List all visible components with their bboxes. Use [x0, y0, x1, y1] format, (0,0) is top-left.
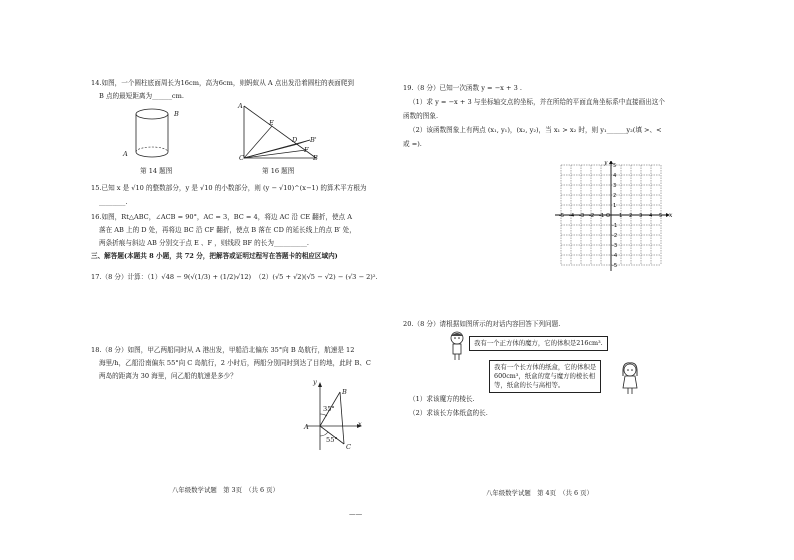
boy-figure	[447, 330, 467, 366]
right-page-footer: 八年级数学试题 第 4页 （共 6 页）	[486, 489, 593, 497]
section-3-heading: 三、解答题(本题共 8 小题，共 72 分，把解答或证明过程写在答题卡的相应区域内)	[91, 252, 338, 260]
bearing-angle-55: 55°	[326, 436, 338, 444]
x-tick-label: 4	[649, 213, 653, 219]
q20-sub2: （2）求该长方体纸盒的长.	[409, 409, 488, 417]
q14-line2: B 点的最短距离为______cm.	[99, 92, 184, 100]
q18-line1: 18.（8 分）如图，甲乙两船同时从 A 港出发，甲船沿北偏东 35°向 B 岛航行，航速是 12	[91, 346, 355, 354]
speech-bubble-box	[489, 360, 601, 393]
fold-label-a: A	[238, 102, 243, 110]
q19-line5: 或 =).	[403, 140, 422, 148]
x-axis-label: x	[669, 212, 673, 219]
q17-part1: 17.（8 分）计算：（1）√48 − 9(√(1/3) + (1/2)√12)	[91, 273, 252, 281]
fold-label-e: E	[269, 119, 274, 127]
fold-label-f: F	[304, 146, 309, 154]
fold-label-b: B	[313, 154, 318, 162]
coordinate-grid	[555, 161, 677, 271]
y-tick-label: -1	[612, 223, 618, 229]
y-tick-label: -3	[612, 243, 618, 249]
q18-line2: 海里/h，乙船沿南偏东 55°向 C 岛航行，2 小时后，两船分别同时到达了目的地，此时 B、C	[99, 359, 371, 367]
q16-line3: 两条折痕与斜边 AB 分别交于点 E 、F ，则线段 BF 的长为__________.	[99, 239, 310, 247]
q15-line2: ________.	[99, 198, 128, 206]
y-tick-label: 4	[613, 173, 617, 179]
q19-line3: 函数的图象.	[403, 112, 439, 120]
q17-part2: （2）(√5 + √2)(√5 − √2) − (√3 − 2)².	[255, 273, 378, 281]
fold-label-c: C	[239, 154, 245, 162]
bearing-y-label: y	[313, 378, 317, 386]
q19-line2: （1）求 y = −x + 3 与坐标轴交点的坐标，并在所给的平面直角坐标系中直接画出这个	[409, 98, 665, 106]
y-tick-label: 5	[613, 163, 617, 169]
q18-line3: 两岛的距离为 30 海里，问乙船的航速是多少？	[99, 372, 237, 380]
girl-figure	[619, 362, 641, 400]
x-tick-label: 1	[619, 213, 623, 219]
bubble-box-line1: 我有一个长方体的纸盒，它的体积是	[494, 363, 597, 371]
fold-label-b-prime: B'	[310, 136, 317, 144]
x-tick-label: O	[606, 213, 611, 219]
y-tick-label: 3	[613, 183, 617, 189]
bottom-mark: ——	[349, 510, 363, 518]
q16-fig-caption: 第 16 题图	[262, 167, 295, 175]
x-tick-label: -2	[589, 213, 595, 219]
x-tick-label: -3	[579, 213, 585, 219]
fold-label-d: D	[292, 136, 298, 144]
bearing-x-label: x	[358, 420, 362, 428]
cylinder-point-b: B	[174, 110, 179, 118]
q19-line1: 19.（8 分）已知一次函数 y = −x + 3 .	[403, 84, 523, 92]
y-tick-label: 2	[613, 193, 617, 199]
bearing-point-b: B	[342, 388, 347, 396]
left-page-footer: 八年级数学试题 第 3页 （共 6 页）	[172, 486, 279, 494]
q14-line1: 14.如图，一个圆柱底面周长为16cm，高为6cm，则蚂蚁从 A 点出发沿着圆柱的表面爬到	[91, 79, 354, 87]
q16-line2: 落在 AB 上的 D 处，再将边 BC 沿 CF 翻折，使点 B 落在 CD 的延长线上的点 B′ 处，	[99, 226, 356, 234]
x-tick-label: 2	[629, 213, 633, 219]
bubble-box-line2: 600cm³，纸盒的宽与魔方的棱长相	[494, 372, 596, 380]
cylinder-point-a: A	[123, 150, 128, 158]
fold-triangle-figure	[238, 104, 322, 164]
q14-fig-caption: 第 14 题图	[140, 167, 173, 175]
y-axis-label: y	[604, 161, 608, 166]
y-tick-label: -5	[612, 263, 618, 269]
bubble-box-line3: 等，纸盒的长与高相等。	[494, 381, 565, 389]
speech-bubble-cube: 我有一个正方体的魔方，它的体积是216cm³.	[469, 336, 608, 351]
cylinder-figure	[128, 106, 188, 166]
q20-line1: 20.（8 分）请根据如图所示的对话内容回答下列问题.	[403, 320, 561, 328]
q16-line1: 16.如图，Rt△ABC，∠ACB = 90°，AC = 3，BC = 4，将边 AC 沿 CE 翻折，使点 A	[91, 213, 352, 221]
x-tick-label: 5	[659, 213, 663, 219]
bearing-point-c: C	[346, 443, 352, 451]
q15-line1: 15.已知 x 是 √10 的整数部分，y 是 √10 的小数部分，则 (y − √10)^(x−1) 的算术平方根为	[91, 184, 367, 192]
x-tick-label: -4	[569, 213, 575, 219]
right-page	[397, 0, 794, 560]
x-tick-label: 3	[639, 213, 643, 219]
bearing-point-a: A	[304, 423, 309, 431]
y-tick-label: -4	[612, 253, 618, 259]
y-tick-label: 1	[613, 203, 617, 209]
x-tick-label: -1	[599, 213, 605, 219]
bearing-angle-35: 35°	[323, 405, 335, 413]
y-tick-label: -2	[612, 233, 618, 239]
x-tick-label: -5	[559, 213, 565, 219]
q19-line4: （2）该函数图象上有两点 (x₁, y₁)，(x₂, y₂)，当 x₁ > x₂ 时，则 y₁______y₂(填 >、<	[409, 126, 662, 134]
q20-sub1: （1）求该魔方的棱长.	[409, 395, 475, 403]
